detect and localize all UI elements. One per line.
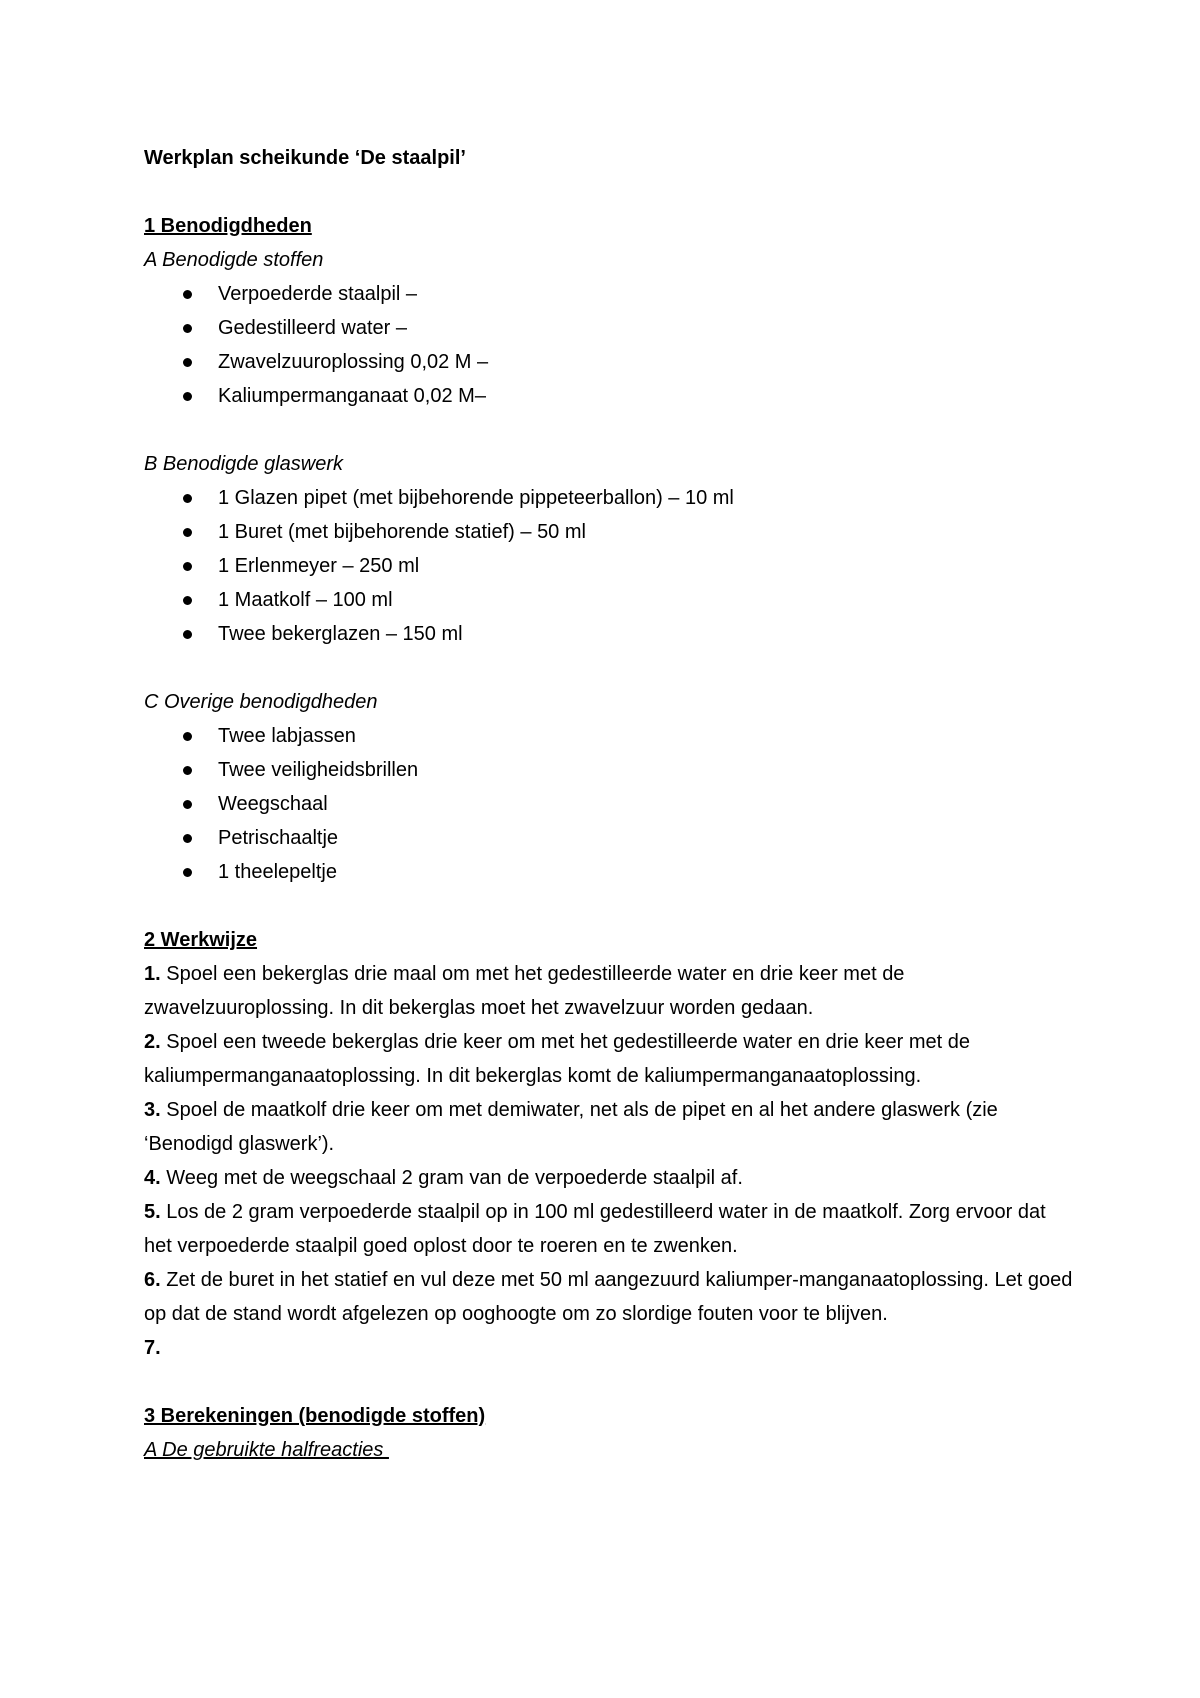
subheading-halfreacties: A De gebruikte halfreacties [144,1439,389,1461]
list-item: 1 Buret (met bijbehorende statief) – 50 ml [144,515,1074,549]
bullet-icon [182,821,192,855]
spacer [144,651,1074,685]
bullet-icon [182,481,192,515]
list-item: Twee veiligheidsbrillen [144,753,1074,787]
list-benodigde-glaswerk [144,481,1074,651]
list-item: Petrischaaltje [144,821,1074,855]
list-item: 1 Maatkolf – 100 ml [144,583,1074,617]
step-item: 1. Spoel een bekerglas drie maal om met het gedestilleerde water en drie keer met de zwavelzuuroplossing. In dit bekerglas moet het zwavelzuur worden gedaan. [144,963,905,1019]
list-item: 1 theelepeltje [144,855,1074,889]
spacer [144,175,1074,209]
bullet-icon [182,345,192,379]
step-item: 3. Spoel de maatkolf drie keer om met demiwater, net als de pipet en al het andere glaswerk (zie ‘Benodigd glaswerk’). [144,1099,998,1155]
spacer [144,1365,1074,1399]
list-item: Verpoederde staalpil – [144,277,1074,311]
list-item: Kaliumpermanganaat 0,02 M– [144,379,1074,413]
list-item: Weegschaal [144,787,1074,821]
spacer [144,889,1074,923]
section-heading-werkwijze: 2 Werkwijze [144,929,258,951]
spacer [144,413,1074,447]
list-item: Twee bekerglazen – 150 ml [144,617,1074,651]
bullet-icon [182,617,192,651]
step-item: 2. Spoel een tweede bekerglas drie keer om met het gedestilleerde water en drie keer met de kaliumpermanganaatoplossing. In dit bekerglas komt de kaliumpermanganaatoplossing. [144,1031,971,1087]
bullet-icon [182,787,192,821]
bullet-icon [182,583,192,617]
list-item: Zwavelzuuroplossing 0,02 M – [144,345,1074,379]
step-item: 4. Weeg met de weegschaal 2 gram van de verpoederde staalpil af. [144,1167,743,1189]
list-overige-benodigdheden [144,719,1074,889]
document-page [144,141,1074,1467]
list-item: 1 Erlenmeyer – 250 ml [144,549,1074,583]
bullet-icon [182,549,192,583]
document-title: Werkplan scheikunde ‘De staalpil’ [144,147,466,169]
step-item: 5. Los de 2 gram verpoederde staalpil op in 100 ml gedestilleerd water in de maatkolf. Zorg ervoor dat het verpoederde staalpil goed oplost door te roeren en te zwenken. [144,1201,1046,1257]
bullet-icon [182,311,192,345]
bullet-icon [182,379,192,413]
subheading-benodigde-glaswerk: B Benodigde glaswerk [144,453,344,475]
step-item: 7. [144,1337,161,1359]
bullet-icon [182,515,192,549]
bullet-icon [182,277,192,311]
list-item: 1 Glazen pipet (met bijbehorende pippeteerballon) – 10 ml [144,481,1074,515]
bullet-icon [182,855,192,889]
step-item: 6. Zet de buret in het statief en vul deze met 50 ml aangezuurd kaliumper-manganaatoplossing. Let goed op dat de stand wordt afgelezen op ooghoogte om zo slordige fouten voor te blijven. [144,1269,1073,1325]
subheading-benodigde-stoffen: A Benodigde stoffen [144,249,324,271]
bullet-icon [182,753,192,787]
list-item: Twee labjassen [144,719,1074,753]
list-item: Gedestilleerd water – [144,311,1074,345]
bullet-icon [182,719,192,753]
subheading-overige-benodigdheden: C Overige benodigdheden [144,691,378,713]
list-benodigde-stoffen [144,277,1074,413]
section-heading-benodigdheden: 1 Benodigdheden [144,215,312,237]
section-heading-berekeningen: 3 Berekeningen (benodigde stoffen) [144,1405,486,1427]
